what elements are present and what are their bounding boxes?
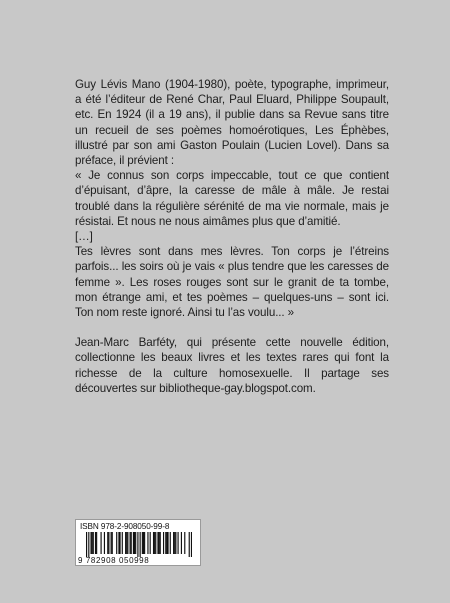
barcode-bar [135, 532, 136, 554]
barcode-bar [96, 532, 97, 554]
barcode-bar [108, 532, 109, 554]
barcode-bar [191, 532, 192, 557]
back-cover-text [75, 77, 389, 396]
barcode-bar [150, 532, 151, 554]
barcode-digits: 9 782908 050998 [78, 556, 150, 565]
barcode-bar [134, 532, 135, 554]
barcode-bar [112, 532, 113, 554]
barcode-bar [155, 532, 156, 554]
barcode-block [75, 519, 201, 566]
barcode-bar [126, 532, 127, 554]
barcode-bar [127, 532, 128, 554]
barcode-bar [86, 532, 87, 557]
barcode-bar [189, 532, 190, 557]
barcode-bar [157, 532, 158, 554]
barcode-bar [118, 532, 119, 554]
barcode-bar [143, 532, 144, 554]
barcode-bar [92, 532, 93, 554]
barcode-bar [173, 532, 174, 554]
barcode-bars [86, 532, 192, 557]
barcode-bar [107, 532, 108, 554]
barcode-bar [159, 532, 160, 554]
barcode-bar [137, 532, 138, 557]
barcode-bar [184, 532, 185, 554]
barcode-bar [153, 532, 154, 554]
barcode-bar [165, 532, 166, 554]
barcode-bar [122, 532, 123, 554]
barcode-bar [116, 532, 117, 554]
barcode-bar [160, 532, 161, 554]
barcode-bar [111, 532, 112, 554]
barcode-bar [166, 532, 167, 554]
barcode-bar [163, 532, 164, 554]
intro-paragraph: Guy Lévis Mano (1904-1980), poète, typographe, imprimeur, a été l’éditeur de René Char, Paul Eluard, Philippe Soupault, etc. En 1924 (il a 19 ans), il publie dans sa Revue sans titre un recueil de ses poèmes homoérotiques, Les Éphèbes, illustré par son ami Gaston Poulain (Lucien Lovel). Dans sa préface, il prévient : [75, 78, 389, 168]
barcode-bar [181, 532, 182, 554]
barcode-bar [147, 532, 148, 554]
quote-ellipsis: […] [75, 230, 93, 244]
barcode-bar [170, 532, 171, 554]
barcode-bar [131, 532, 132, 554]
editor-note: Jean-Marc Barféty, qui présente cette nouvelle édition, collectionne les beaux livres et les textes rares qui font la richesse de la culture homosexuelle. Il partage ses découvertes sur bibliotheque-gay.blogspot.com. [75, 336, 389, 395]
barcode-bar [142, 532, 143, 554]
barcode-bar [175, 532, 176, 554]
barcode-bar [167, 532, 168, 554]
barcode-bar [88, 532, 89, 557]
barcode-bar [93, 532, 94, 554]
barcode-bar [95, 532, 96, 554]
barcode-bar [140, 532, 141, 557]
barcode-bar [125, 532, 126, 554]
barcode-bar [104, 532, 105, 554]
quote-paragraph-1: « Je connus son corps impeccable, tout ce que contient d’épuisant, d’âpre, la caresse de mâle à mâle. Je restai troublé dans la régulière sérénité de ma vie normale, mais je résistai. Et nous ne nous aimâmes plus que d’amitié. [75, 169, 389, 228]
barcode-bar [174, 532, 175, 554]
barcode-bar [154, 532, 155, 554]
isbn-label: ISBN 978-2-908050-99-8 [80, 522, 170, 531]
barcode-bar [101, 532, 102, 554]
barcode-bar [177, 532, 178, 554]
barcode-bar [133, 532, 134, 554]
barcode-bar [144, 532, 145, 554]
quote-paragraph-2: Tes lèvres sont dans mes lèvres. Ton corps je l’étreins parfois... les soirs où je vais « plus tendre que les caresses de femme ». Les roses rouges sont sur le granit de ta tombe, mon étrange ami, et tes poèmes – quelques-uns – sont ici. Ton nom reste ignoré. Ainsi tu l’as voulu... » [75, 245, 389, 320]
barcode-bar [130, 532, 131, 554]
paragraph-gap [75, 320, 389, 335]
barcode-bar [90, 532, 91, 554]
barcode-bar [119, 532, 120, 554]
